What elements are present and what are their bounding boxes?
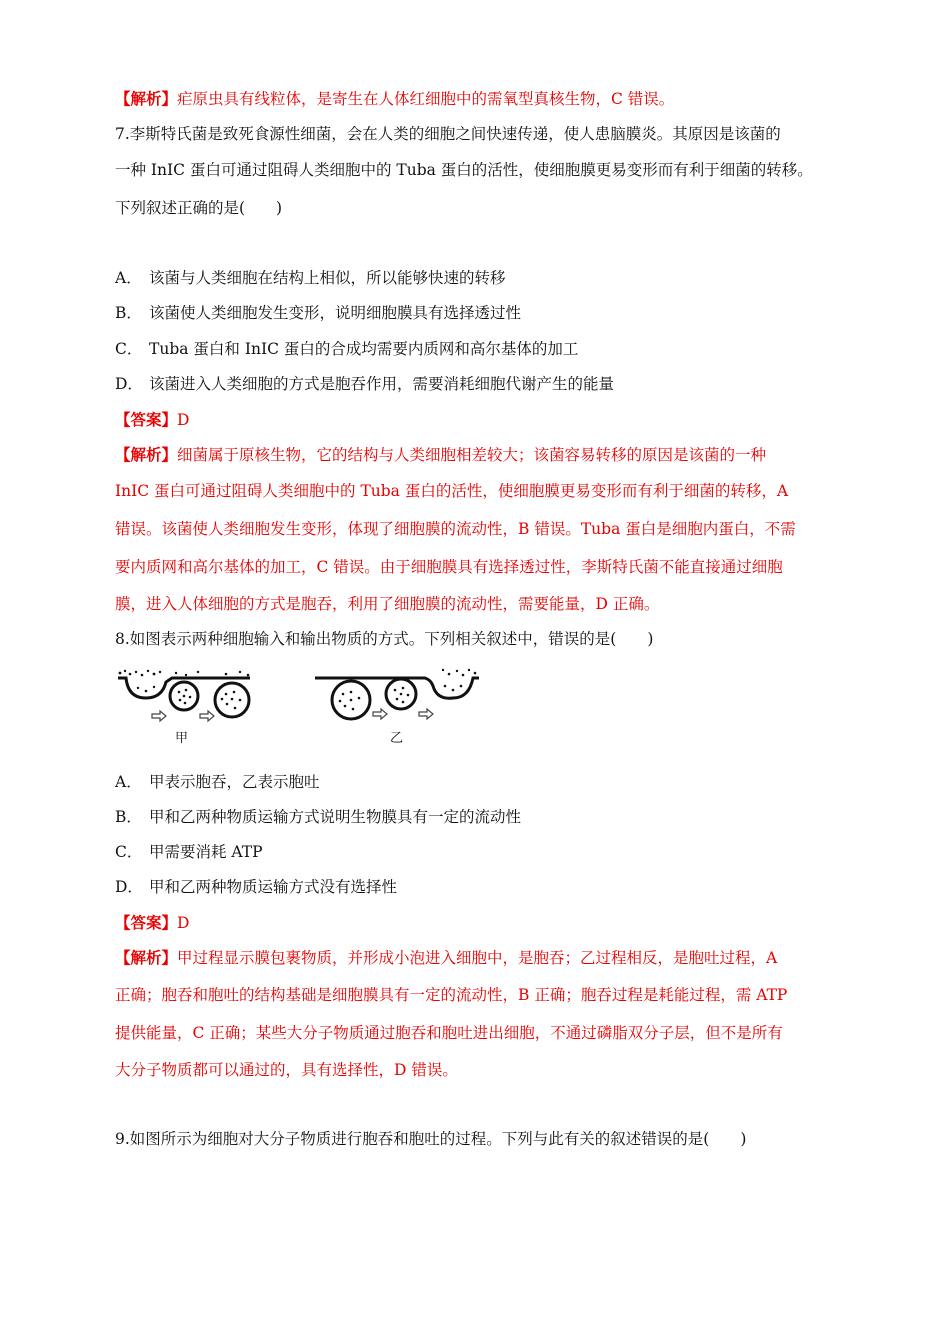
q7-option-c: C． Tuba 蛋白和 InIC 蛋白的合成均需要内质网和高尔基体的加工	[115, 340, 579, 358]
q8-option-a: A． 甲表示胞吞，乙表示胞吐	[115, 773, 320, 791]
q7-analysis-line-2: InIC 蛋白可通过阻碍人类细胞中的 Tuba 蛋白的活性，使细胞膜更易变形而有利于细菌的转移，A	[115, 482, 789, 500]
q7-option-a: A． 该菌与人类细胞在结构上相似，所以能够快速的转移	[115, 269, 506, 287]
q9-stem: 9.如图所示为细胞对大分子物质进行胞吞和胞吐的过程。下列与此有关的叙述错误的是( )	[115, 1130, 747, 1148]
q8-analysis-line-3: 提供能量，C 正确；某些大分子物质通过胞吞和胞吐进出细胞，不通过磷脂双分子层，但不是所有	[115, 1024, 783, 1042]
q7-option-d: D． 该菌进入人类细胞的方式是胞吞作用，需要消耗细胞代谢产生的能量	[115, 375, 615, 393]
q7-stem-line-2: 一种 InIC 蛋白可通过阻碍人类细胞中的 Tuba 蛋白的活性，使细胞膜更易变形而有利于细菌的转移。	[115, 161, 813, 179]
q7-analysis-line-5: 膜，进入人体细胞的方式是胞吞，利用了细胞膜的流动性，需要能量，D 正确。	[115, 595, 660, 613]
q8-stem: 8.如图表示两种细胞输入和输出物质的方式。下列相关叙述中，错误的是( )	[115, 630, 654, 648]
q7-analysis-line-3: 错误。该菌使人类细胞发生变形，体现了细胞膜的流动性，B 错误。Tuba 蛋白是细胞内蛋白，不需	[115, 520, 796, 538]
q8-analysis-line-4: 大分子物质都可以通过的，具有选择性，D 错误。	[115, 1061, 458, 1079]
figure-label-yi: 乙	[390, 731, 404, 746]
q7-stem-line-3: 下列叙述正确的是( )	[115, 199, 283, 217]
q8-option-c: C． 甲需要消耗 ATP	[115, 843, 263, 861]
q8-option-d: D． 甲和乙两种物质运输方式没有选择性	[115, 878, 398, 896]
q8-option-b: B． 甲和乙两种物质运输方式说明生物膜具有一定的流动性	[115, 808, 522, 826]
q8-analysis-line-2: 正确；胞吞和胞吐的结构基础是细胞膜具有一定的流动性，B 正确；胞吞过程是耗能过程，需 ATP	[115, 986, 788, 1004]
figure-endocytosis	[116, 664, 256, 726]
figure-exocytosis	[313, 664, 481, 726]
q8-answer: 【答案】D	[115, 913, 190, 932]
q7-option-b: B． 该菌使人类细胞发生变形，说明细胞膜具有选择透过性	[115, 304, 522, 322]
figure-label-jia: 甲	[175, 731, 189, 746]
q7-stem-line-1: 7.李斯特氏菌是致死食源性细菌，会在人类的细胞之间快速传递，使人患脑膜炎。其原因是该菌的	[115, 125, 781, 143]
q7-analysis-line-1: 【解析】细菌属于原核生物，它的结构与人类细胞相差较大；该菌容易转移的原因是该菌的一种	[115, 445, 767, 464]
q7-analysis-line-4: 要内质网和高尔基体的加工，C 错误。由于细胞膜具有选择透过性，李斯特氏菌不能直接通过细胞	[115, 558, 783, 576]
q8-analysis-line-1: 【解析】甲过程显示膜包裹物质，并形成小泡进入细胞中，是胞吞；乙过程相反，是胞吐过程，A	[115, 948, 778, 967]
q6-analysis: 【解析】疟原虫具有线粒体，是寄生在人体红细胞中的需氧型真核生物，C 错误。	[115, 89, 675, 108]
q7-answer: 【答案】D	[115, 410, 190, 429]
